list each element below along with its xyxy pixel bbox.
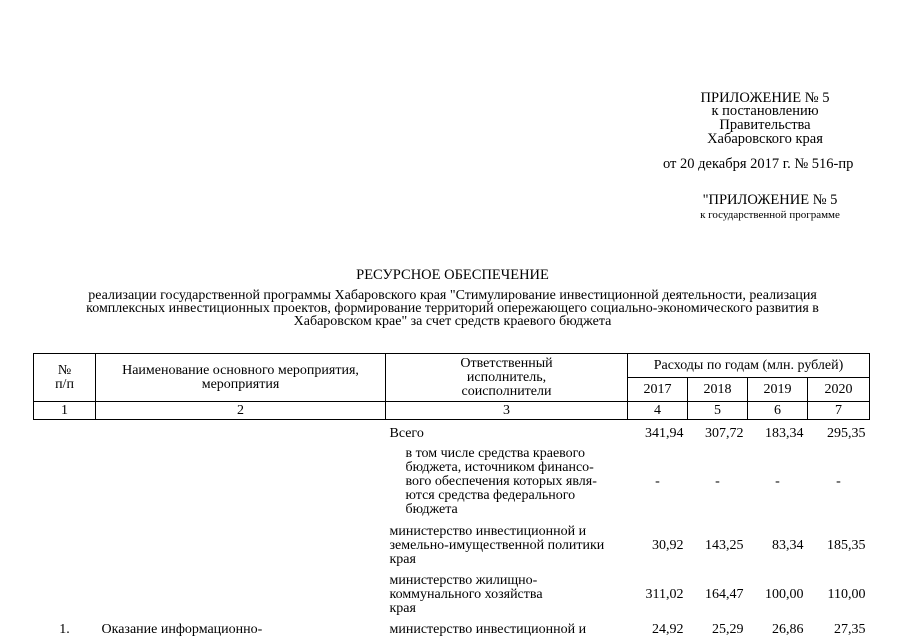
row-number xyxy=(34,420,96,442)
row-value-2019: - xyxy=(775,474,780,489)
col-header-executor-line1: Ответственный xyxy=(460,355,553,371)
row-executor: министерство инвестиционной и xyxy=(389,622,587,637)
row-value-2019: 183,34 xyxy=(765,426,804,441)
row-value-2017: 24,92 xyxy=(652,622,684,637)
annex2-title: "ПРИЛОЖЕНИЕ № 5 xyxy=(702,192,838,208)
annex2-subtitle: к государственной программе xyxy=(700,209,840,221)
row-value-2018: 307,72 xyxy=(705,426,744,441)
col-header-executor xyxy=(386,354,628,402)
row-number xyxy=(34,441,96,517)
col-header-year: 2019 xyxy=(748,378,808,402)
index-cell: 5 xyxy=(688,402,748,420)
row-executor-text: министерство жилищно- коммунального хозяйства края xyxy=(389,573,543,616)
col-header-year: 2017 xyxy=(628,378,688,402)
subtitle-line-3: Хабаровском крае" за счет средств краевого бюджета xyxy=(293,314,612,329)
row-value-2019: 83,34 xyxy=(772,538,804,553)
index-cell: 3 xyxy=(386,402,628,420)
row-value-2017: 30,92 xyxy=(652,538,684,553)
col-header-number-line2: п/п xyxy=(55,376,74,392)
row-value-2020: 27,35 xyxy=(834,622,866,637)
table-row xyxy=(34,517,870,567)
row-number: 1. xyxy=(59,622,70,637)
row-value-2019: 100,00 xyxy=(765,587,804,602)
annex-line2: Правительства xyxy=(719,117,811,133)
row-executor xyxy=(386,567,628,616)
row-value-2020: - xyxy=(836,474,841,489)
annex-line1: к постановлению xyxy=(711,103,819,119)
row-value-2017: 341,94 xyxy=(645,426,684,441)
index-cell: 2 xyxy=(96,402,386,420)
document-title: РЕСУРСНОЕ ОБЕСПЕЧЕНИЕ xyxy=(356,267,549,283)
col-header-name xyxy=(96,354,386,402)
row-executor: министерство инвестиционной и земельно-имущественной политики края xyxy=(389,524,605,567)
annex-line3: Хабаровского края xyxy=(707,131,823,147)
table-row xyxy=(34,567,870,616)
col-header-year: 2020 xyxy=(808,378,870,402)
col-header-number-line1: № xyxy=(57,362,72,378)
annex-title: ПРИЛОЖЕНИЕ № 5 xyxy=(700,90,830,106)
subtitle-line-2: комплексных инвестиционных проектов, формирование территорий опережающего социально-экономического развития в xyxy=(86,301,819,316)
col-header-name-line2: мероприятия xyxy=(201,376,280,392)
document-subtitle xyxy=(40,289,865,328)
index-cell: 6 xyxy=(748,402,808,420)
row-name xyxy=(96,420,386,442)
table-row xyxy=(34,420,870,442)
row-value-2020: 110,00 xyxy=(827,587,866,602)
row-value-2017: - xyxy=(655,474,660,489)
row-executor-text: в том числе средства краевого бюджета, источником финансо- вого обеспечения которых явля- ются средства федерального бюджета xyxy=(405,446,597,517)
col-header-number xyxy=(34,354,96,402)
col-header-name-line1: Наименование основного мероприятия, xyxy=(122,362,359,378)
row-value-2020: 185,35 xyxy=(827,538,866,553)
row-name xyxy=(96,567,386,616)
table-row xyxy=(34,616,870,637)
resource-table xyxy=(33,353,870,637)
col-header-executor-line2: исполнитель, xyxy=(466,369,547,385)
subtitle-line-1: реализации государственной программы Хабаровского края "Стимулирование инвестиционной деятельности, реализация xyxy=(88,288,817,303)
annex-date: от 20 декабря 2017 г. № 516-пр xyxy=(663,156,854,172)
table-row xyxy=(34,441,870,517)
row-number xyxy=(34,517,96,567)
col-header-expenses: Расходы по годам (млн. рублей) xyxy=(628,354,870,378)
row-name xyxy=(96,441,386,517)
row-number xyxy=(34,567,96,616)
row-name: Оказание информационно- xyxy=(101,622,263,637)
row-executor: Всего xyxy=(389,426,424,441)
row-value-2018: 143,25 xyxy=(705,538,744,553)
row-value-2017: 311,02 xyxy=(645,587,684,602)
row-value-2018: - xyxy=(715,474,720,489)
index-cell: 7 xyxy=(808,402,870,420)
index-cell: 4 xyxy=(628,402,688,420)
row-value-2018: 25,29 xyxy=(712,622,744,637)
col-header-executor-line3: соисполнители xyxy=(461,383,552,399)
col-header-year: 2018 xyxy=(688,378,748,402)
row-value-2019: 26,86 xyxy=(772,622,804,637)
index-cell: 1 xyxy=(34,402,96,420)
row-name xyxy=(96,517,386,567)
row-value-2018: 164,47 xyxy=(705,587,744,602)
row-executor xyxy=(386,441,628,517)
row-value-2020: 295,35 xyxy=(827,426,866,441)
